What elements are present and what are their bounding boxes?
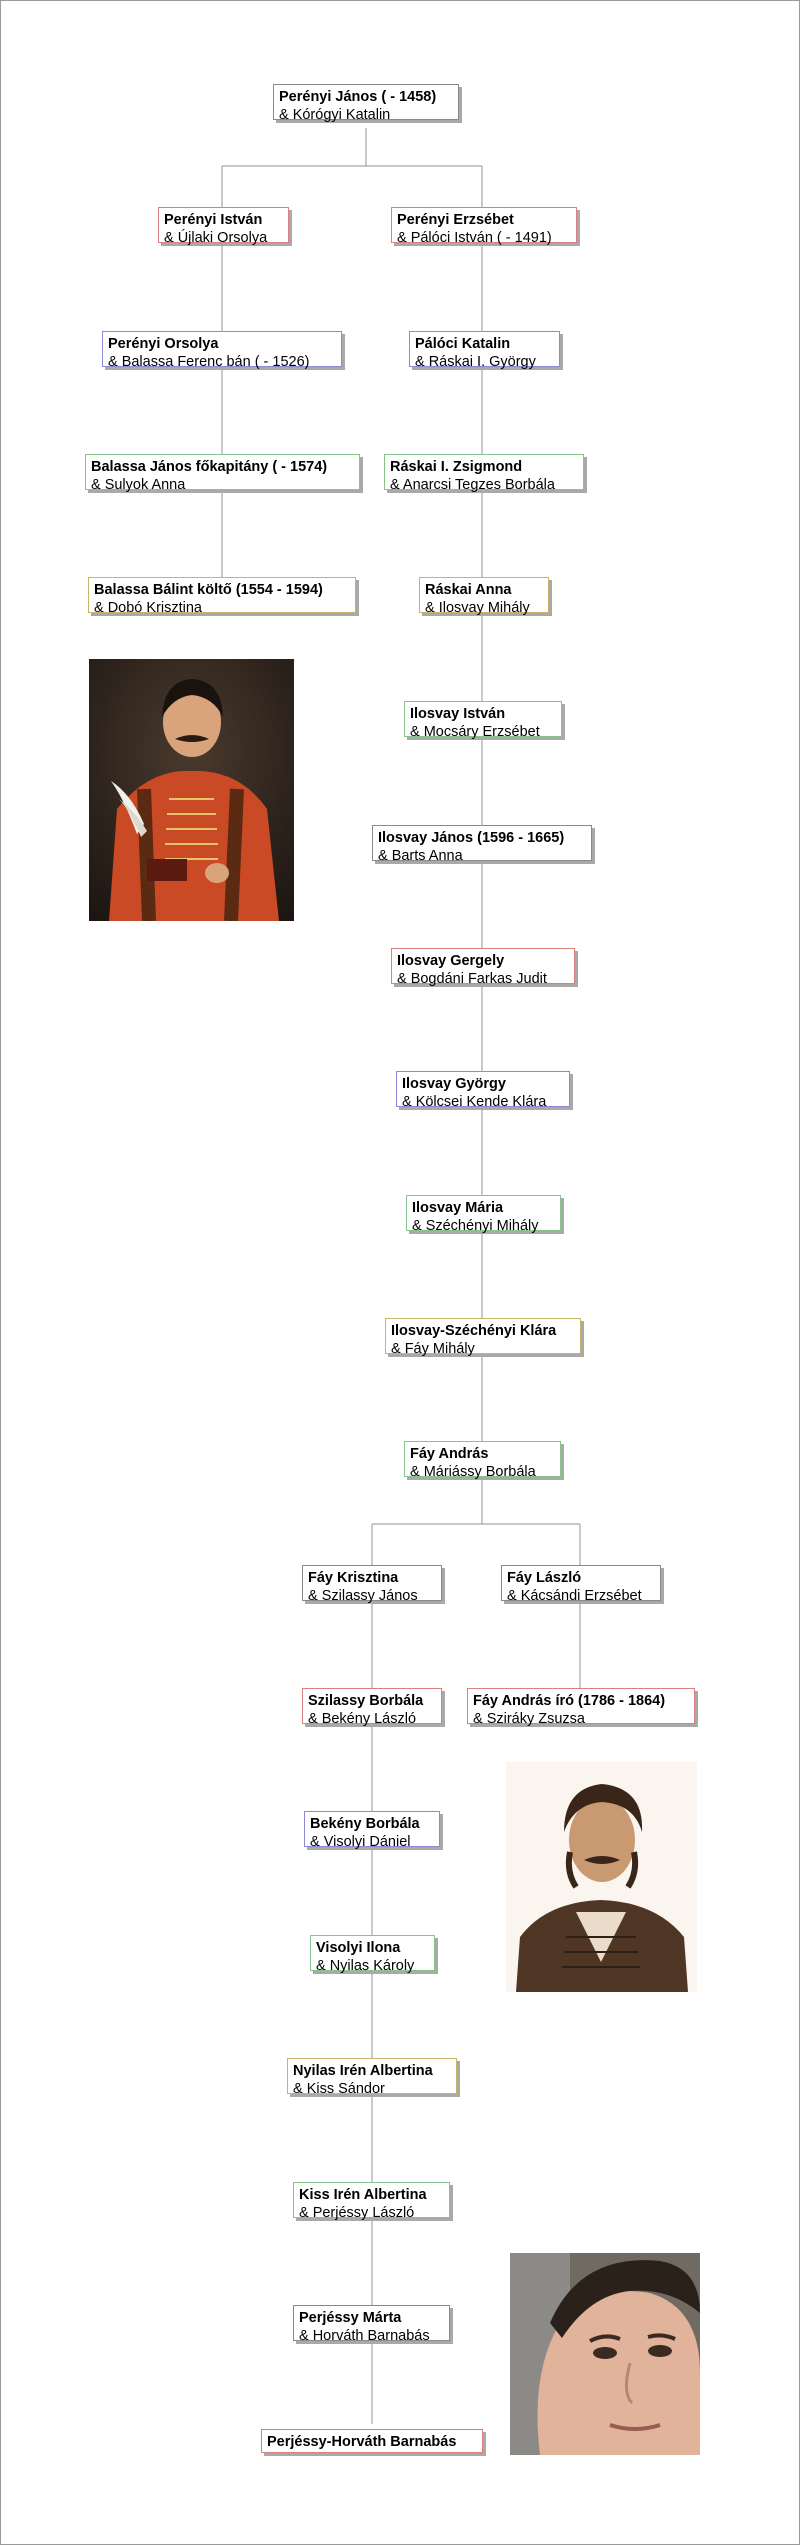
- person-name: Ráskai Anna: [425, 582, 512, 598]
- person-box-perenyi-janos[interactable]: [273, 84, 459, 123]
- person-box-fay-andras-iro[interactable]: [467, 1688, 695, 1727]
- person-box-fay-krisztina[interactable]: [302, 1565, 442, 1604]
- painted-portrait-icon: [89, 659, 294, 921]
- person-name: Fáy Krisztina: [308, 1570, 399, 1586]
- person-box-perjessy-horvath-barnabas[interactable]: [261, 2429, 483, 2453]
- spouse-name: & Nyilas Károly: [316, 1958, 415, 1974]
- person-name: Perényi János ( - 1458): [279, 89, 437, 105]
- person-box-visolyi-ilona[interactable]: [310, 1935, 435, 1974]
- spouse-name: & Horváth Barnabás: [299, 2328, 430, 2344]
- person-name: Ráskai I. Zsigmond: [390, 459, 523, 475]
- person-name: Fáy László: [507, 1570, 582, 1586]
- person-name: Pálóci Katalin: [415, 336, 511, 352]
- spouse-name: & Máriássy Borbála: [410, 1464, 536, 1480]
- person-name: Perényi Orsolya: [108, 336, 219, 352]
- person-name: Ilosvay György: [402, 1076, 506, 1092]
- person-name: Bekény Borbála: [310, 1816, 420, 1832]
- person-name: Fáy András: [410, 1446, 489, 1462]
- person-box-perjessy-marta[interactable]: [293, 2305, 450, 2344]
- person-name: Ilosvay-Széchényi Klára: [391, 1323, 557, 1339]
- person-box-nyilas-iren-albertina[interactable]: [287, 2058, 457, 2097]
- spouse-name: & Visolyi Dániel: [310, 1834, 411, 1850]
- engraving-portrait-icon: [506, 1762, 697, 1992]
- person-name: Perjéssy-Horváth Barnabás: [267, 2434, 457, 2450]
- spouse-name: & Dobó Krisztina: [94, 600, 202, 616]
- person-box-ilosvay-maria[interactable]: [406, 1195, 561, 1234]
- person-box-balassa-janos[interactable]: [85, 454, 360, 493]
- spouse-name: & Barts Anna: [378, 848, 463, 864]
- person-box-perenyi-orsolya[interactable]: [102, 331, 342, 370]
- spouse-name: & Perjéssy László: [299, 2205, 415, 2221]
- person-box-paloci-katalin[interactable]: [409, 331, 560, 370]
- person-name: Visolyi Ilona: [316, 1940, 401, 1956]
- person-box-perenyi-erzsebet[interactable]: [391, 207, 577, 246]
- spouse-name: & Kiss Sándor: [293, 2081, 385, 2097]
- spouse-name: & Ráskai I. György: [415, 354, 536, 370]
- person-box-raskai-anna[interactable]: [419, 577, 549, 616]
- person-name: Balassa János főkapitány ( - 1574): [91, 459, 328, 475]
- person-box-bekeny-borbala[interactable]: [304, 1811, 440, 1850]
- spouse-name: & Mocsáry Erzsébet: [410, 724, 540, 740]
- person-box-fay-laszlo[interactable]: [501, 1565, 661, 1604]
- person-name: Nyilas Irén Albertina: [293, 2063, 433, 2079]
- person-box-raskai-zsigmond[interactable]: [384, 454, 584, 493]
- person-name: Fáy András író (1786 - 1864): [473, 1693, 666, 1709]
- spouse-name: & Anarcsi Tegzes Borbála: [390, 477, 555, 493]
- person-name: Ilosvay János (1596 - 1665): [378, 830, 565, 846]
- spouse-name: & Balassa Ferenc bán ( - 1526): [108, 354, 310, 370]
- spouse-name: & Széchényi Mihály: [412, 1218, 539, 1234]
- spouse-name: & Bekény László: [308, 1711, 417, 1727]
- person-box-kiss-iren-albertina[interactable]: [293, 2182, 450, 2221]
- person-name: Ilosvay István: [410, 706, 506, 722]
- spouse-name: & Szilassy János: [308, 1588, 418, 1604]
- person-box-ilosvay-gergely[interactable]: [391, 948, 575, 987]
- person-name: Kiss Irén Albertina: [299, 2187, 427, 2203]
- person-box-perenyi-istvan[interactable]: [158, 207, 289, 246]
- spouse-name: & Kórógyi Katalin: [279, 107, 391, 123]
- person-name: Ilosvay Mária: [412, 1200, 504, 1216]
- person-name: Balassa Bálint költő (1554 - 1594): [94, 582, 323, 598]
- photo-portrait-icon: [510, 2253, 700, 2455]
- portrait-balassa-balint: [89, 659, 294, 921]
- spouse-name: & Pálóci István ( - 1491): [397, 230, 552, 246]
- spouse-name: & Újlaki Orsolya: [164, 230, 268, 246]
- spouse-name: & Sziráky Zsuzsa: [473, 1711, 585, 1727]
- person-name: Perényi Erzsébet: [397, 212, 514, 228]
- person-name: Szilassy Borbála: [308, 1693, 424, 1709]
- person-box-ilosvay-gyorgy[interactable]: [396, 1071, 570, 1110]
- spouse-name: & Ilosvay Mihály: [425, 600, 530, 616]
- person-name: Ilosvay Gergely: [397, 953, 505, 969]
- spouse-name: & Kácsándi Erzsébet: [507, 1588, 642, 1604]
- person-box-szilassy-borbala[interactable]: [302, 1688, 442, 1727]
- spouse-name: & Sulyok Anna: [91, 477, 186, 493]
- spouse-name: & Bogdáni Farkas Judit: [397, 971, 547, 987]
- person-box-ilosvay-janos[interactable]: [372, 825, 592, 864]
- person-box-ilosvay-szechenyi-klara[interactable]: [385, 1318, 581, 1357]
- portrait-fay-andras-iro: [506, 1762, 697, 1992]
- portrait-perjessy-horvath-barnabas: [510, 2253, 700, 2455]
- person-name: Perényi István: [164, 212, 263, 228]
- spouse-name: & Fáy Mihály: [391, 1341, 475, 1357]
- person-name: Perjéssy Márta: [299, 2310, 402, 2326]
- person-box-fay-andras[interactable]: [404, 1441, 561, 1480]
- spouse-name: & Kölcsei Kende Klára: [402, 1094, 547, 1110]
- person-box-balassa-balint[interactable]: [88, 577, 356, 616]
- person-box-ilosvay-istvan[interactable]: [404, 701, 562, 740]
